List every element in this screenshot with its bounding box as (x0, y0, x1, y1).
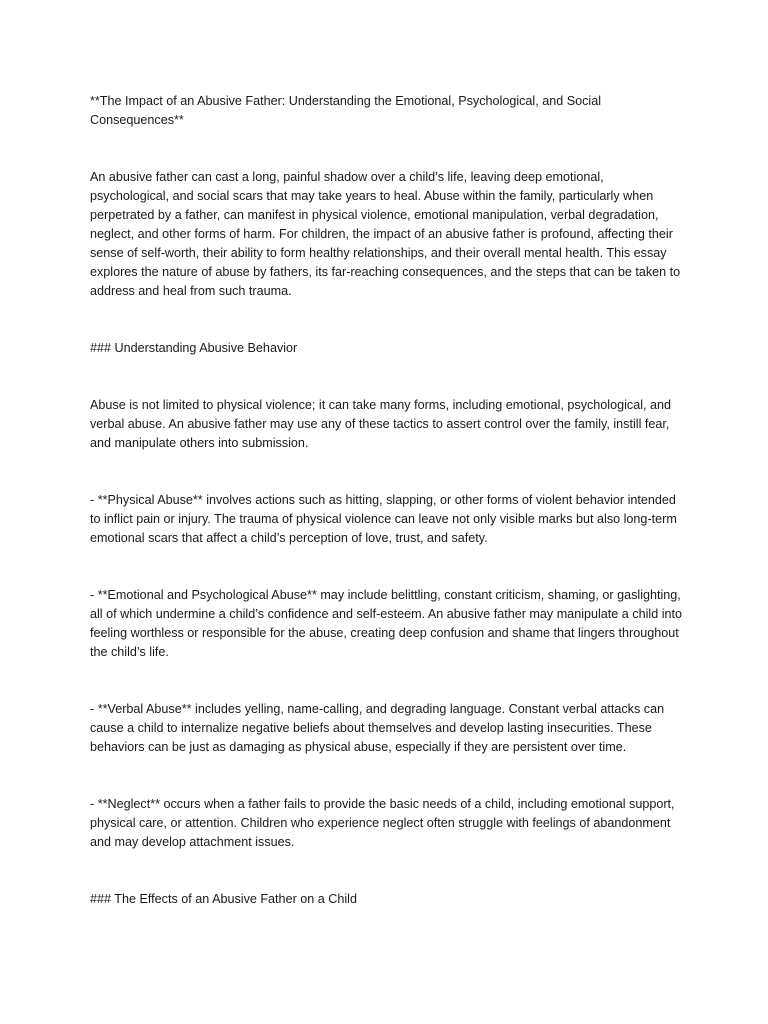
intro-paragraph: An abusive father can cast a long, painful shadow over a child’s life, leaving deep emotional, psychological, and social scars that may take years to heal. Abuse within the family, particularly when perpetrated by a father, can manifest in physical violence, emotional manipulation, verbal degradation, neglect, and other forms of harm. For children, the impact of an abusive father is profound, affecting their sense of self-worth, their ability to form healthy relationships, and their overall mental health. This essay explores the nature of abuse by fathers, its far-reaching consequences, and the steps that can be taken to address and heal from such trauma. (90, 170, 681, 298)
section-heading-understanding: ### Understanding Abusive Behavior (90, 341, 298, 355)
bullet-neglect: - **Neglect** occurs when a father fails to provide the basic needs of a child, including emotional support, physical care, or attention. Children who experience neglect often struggle with feelings of abandonment and may develop attachment issues. (90, 797, 675, 849)
document-body (90, 92, 682, 947)
bullet-physical-abuse: - **Physical Abuse** involves actions such as hitting, slapping, or other forms of violent behavior intended to inflict pain or injury. The trauma of physical violence can leave not only visible marks but also long-term emotional scars that affect a child’s perception of love, trust, and safety. (90, 493, 677, 545)
bullet-emotional-abuse: - **Emotional and Psychological Abuse** may include belittling, constant criticism, shaming, or gaslighting, all of which undermine a child’s confidence and self-esteem. An abusive father may manipulate a child into feeling worthless or responsible for the abuse, creating deep confusion and shame that lingers throughout the child’s life. (90, 588, 683, 659)
document-title: **The Impact of an Abusive Father: Understanding the Emotional, Psychological, and Social Consequences** (90, 94, 602, 127)
bullet-verbal-abuse: - **Verbal Abuse** includes yelling, name-calling, and degrading language. Constant verbal attacks can cause a child to internalize negative beliefs about themselves and develop lasting insecurities. These behaviors can be just as damaging as physical abuse, especially if they are persistent over time. (90, 702, 665, 754)
section-intro-paragraph: Abuse is not limited to physical violence; it can take many forms, including emotional, psychological, and verbal abuse. An abusive father may use any of these tactics to assert control over the family, instill fear, and manipulate others into submission. (90, 398, 672, 450)
section-heading-effects: ### The Effects of an Abusive Father on a Child (90, 892, 357, 906)
